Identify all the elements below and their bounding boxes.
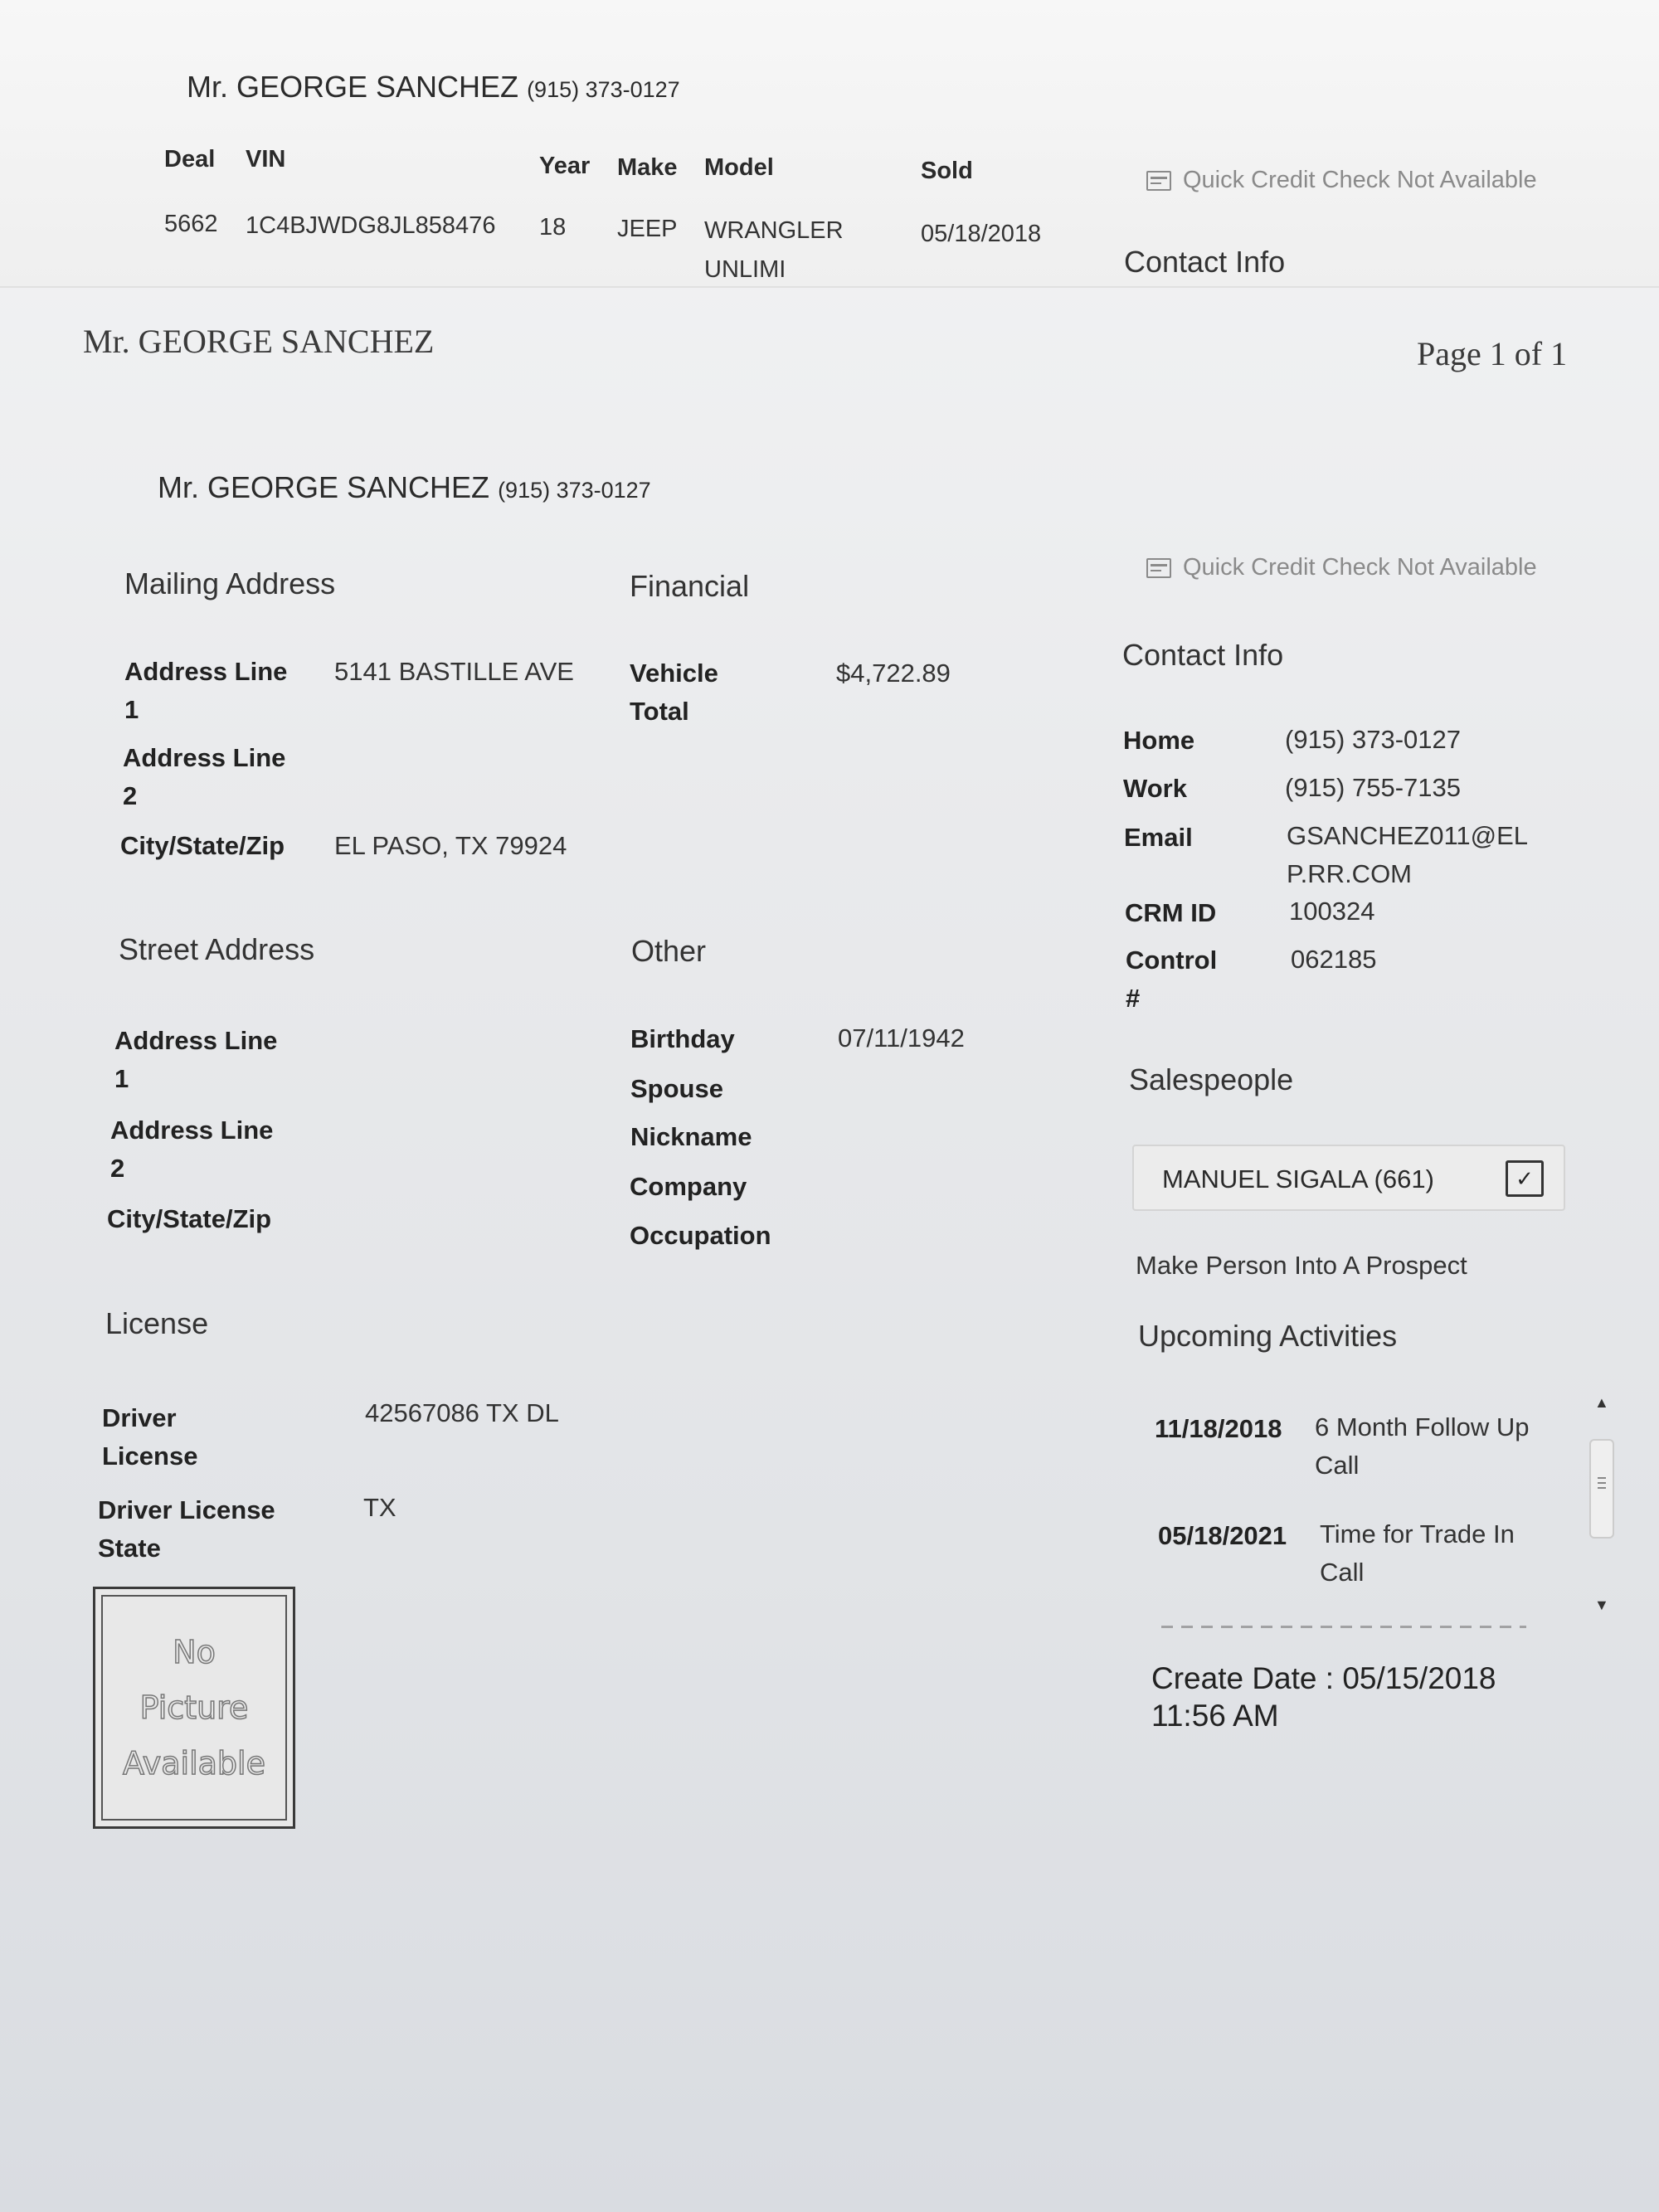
header-deal: Deal — [164, 146, 216, 173]
street-address-line2-label: Address Line 2 — [110, 1116, 274, 1183]
cell-model — [704, 211, 844, 289]
mailing-address-heading: Mailing Address — [124, 566, 336, 600]
top-quick-credit-text: Quick Credit Check Not Available — [1183, 167, 1537, 193]
top-customer-name — [187, 70, 680, 105]
cell-vin[interactable]: 1C4BJWDG8JL858476 — [246, 212, 496, 239]
financial-heading: Financial — [630, 569, 750, 603]
driver-license-value: 42567086 TX DL — [365, 1398, 559, 1427]
spouse-label: Spouse — [630, 1074, 723, 1103]
home-label: Home — [1123, 726, 1195, 755]
mailing-address-line2-label: Address Line 2 — [123, 743, 286, 810]
activity-text-1[interactable]: 6 Month Follow Up Call — [1315, 1412, 1530, 1480]
street-city-label: City/State/Zip — [107, 1204, 272, 1233]
header-vin: VIN — [246, 146, 286, 173]
salesperson-selected: MANUEL SIGALA (661) — [1162, 1164, 1434, 1194]
occupation-label: Occupation — [630, 1221, 771, 1250]
no-picture-frame — [101, 1595, 287, 1821]
cell-model-line1: WRANGLER — [704, 217, 844, 244]
grip-icon — [1598, 1477, 1606, 1479]
upcoming-activities-heading: Upcoming Activities — [1138, 1319, 1398, 1353]
credit-card-icon — [1146, 171, 1171, 191]
customer-name — [158, 470, 651, 505]
mailing-address-line1-value: 5141 BASTILLE AVE — [334, 657, 574, 686]
salespeople-heading: Salespeople — [1129, 1062, 1294, 1096]
cell-model-line2: UNLIMI — [704, 256, 786, 283]
create-date: Create Date : 05/15/2018 11:56 AM — [1151, 1661, 1496, 1733]
nickname-label: Nickname — [630, 1122, 752, 1151]
top-customer-phone: (915) 373-0127 — [527, 77, 680, 102]
quick-credit-text: Quick Credit Check Not Available — [1183, 554, 1537, 581]
credit-card-icon — [1146, 558, 1171, 578]
mailing-city-value: EL PASO, TX 79924 — [334, 831, 567, 860]
vehicle-total-label: Vehicle Total — [630, 659, 718, 726]
driver-license-state-value: TX — [363, 1493, 397, 1522]
control-number-value: 062185 — [1291, 945, 1377, 974]
scroll-up-arrow-icon[interactable]: ▲ — [1594, 1394, 1609, 1411]
mailing-city-label: City/State/Zip — [120, 831, 285, 860]
company-label: Company — [630, 1172, 747, 1201]
home-phone-value[interactable]: (915) 373-0127 — [1285, 725, 1461, 754]
salesperson-select[interactable] — [1132, 1145, 1565, 1211]
mailing-address-line1-label: Address Line 1 — [124, 657, 288, 724]
customer-phone[interactable]: (915) 373-0127 — [498, 478, 651, 503]
header-make: Make — [617, 154, 678, 181]
page-indicator: Page 1 of 1 — [1417, 335, 1568, 372]
activities-scrollbar[interactable] — [1586, 1394, 1619, 1613]
top-quick-credit-check[interactable] — [1146, 167, 1537, 194]
crm-id-value: 100324 — [1289, 897, 1375, 926]
no-picture-text: No Picture Available — [122, 1633, 265, 1782]
header-year: Year — [539, 153, 591, 179]
quick-credit-check[interactable] — [1146, 554, 1537, 581]
activity-date-1: 11/18/2018 — [1155, 1414, 1282, 1443]
driver-license-label: Driver License — [102, 1403, 198, 1471]
top-customer-name-text: Mr. GEORGE SANCHEZ — [187, 70, 519, 104]
birthday-label: Birthday — [630, 1024, 735, 1053]
chevron-down-icon[interactable]: ✓ — [1506, 1160, 1544, 1197]
work-label: Work — [1123, 774, 1187, 803]
customer-name-text: Mr. GEORGE SANCHEZ — [158, 470, 490, 504]
birthday-value: 07/11/1942 — [838, 1023, 965, 1053]
email-label: Email — [1124, 823, 1193, 852]
header-sold: Sold — [921, 158, 973, 184]
print-header-name: Mr. GEORGE SANCHEZ — [83, 323, 435, 360]
no-picture-placeholder — [93, 1587, 295, 1829]
cell-make: JEEP — [617, 216, 678, 242]
license-heading: License — [105, 1306, 209, 1340]
cell-deal[interactable]: 5662 — [164, 211, 218, 237]
street-address-heading: Street Address — [119, 932, 315, 966]
cell-sold: 05/18/2018 — [921, 221, 1042, 247]
work-phone-value[interactable]: (915) 755-7135 — [1285, 773, 1461, 802]
scroll-thumb[interactable] — [1589, 1439, 1614, 1539]
contact-info-heading: Contact Info — [1122, 638, 1284, 672]
other-heading: Other — [631, 934, 707, 968]
control-number-label: Control # — [1126, 946, 1218, 1013]
driver-license-state-label: Driver License State — [98, 1495, 275, 1563]
cell-year: 18 — [539, 214, 567, 241]
vehicle-total-value: $4,722.89 — [836, 659, 951, 688]
clipped-activity-row — [1161, 1626, 1526, 1628]
activity-text-2[interactable]: Time for Trade In Call — [1320, 1519, 1515, 1587]
top-contact-info-heading: Contact Info — [1124, 245, 1286, 279]
make-prospect-link[interactable]: Make Person Into A Prospect — [1136, 1251, 1467, 1280]
scroll-down-arrow-icon[interactable]: ▼ — [1594, 1597, 1609, 1613]
street-address-line1-label: Address Line 1 — [114, 1026, 278, 1093]
activity-date-2: 05/18/2021 — [1158, 1521, 1287, 1550]
crm-id-label: CRM ID — [1125, 898, 1217, 927]
email-value[interactable]: GSANCHEZ011@EL P.RR.COM — [1287, 821, 1527, 888]
header-model: Model — [704, 154, 774, 181]
